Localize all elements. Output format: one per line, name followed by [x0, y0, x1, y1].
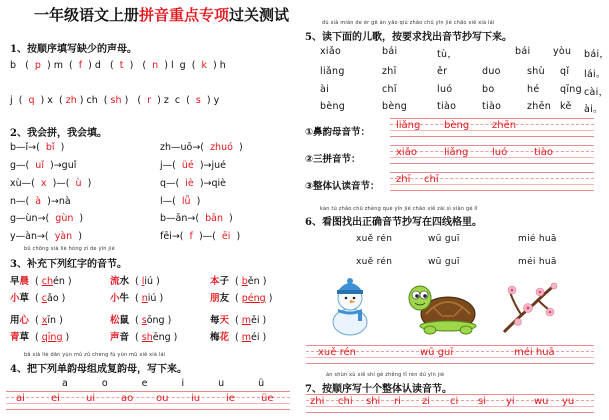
- s3-word-char: 鼠: [119, 315, 130, 326]
- s3-item: [110, 273, 160, 287]
- s3-answer-blank: ( cǎo ): [35, 293, 66, 304]
- s7-answer: yu: [562, 396, 575, 407]
- s5-poem-syllable: bái: [382, 46, 398, 57]
- section-3-heading: 3、补充下列红字的音节。: [10, 259, 127, 270]
- s3-item: [110, 312, 171, 326]
- s3-word-char: 子: [219, 276, 230, 287]
- section-6-heading: 6、看图找出正确音节抄写在四线格里。: [305, 217, 482, 228]
- s3-item: [10, 290, 65, 304]
- s5-poem-syllable: ài。: [584, 104, 603, 115]
- s6-answer: xuě rén: [318, 347, 356, 358]
- s3-answer: qīng: [41, 332, 63, 343]
- s5-answer: bèng: [444, 120, 470, 131]
- s4-answer: ou: [156, 393, 169, 404]
- s3-word-char: 青: [10, 332, 20, 343]
- s6-option: xuě rén: [356, 257, 393, 267]
- s7-answer: ci: [450, 396, 459, 407]
- s3-word-char: 用: [10, 315, 20, 326]
- s5-answer: xiǎo: [396, 147, 417, 158]
- s2-right-3: q—( iè )→qiè: [160, 178, 227, 189]
- s3-word-char: 牛: [119, 293, 130, 304]
- s3-item: [10, 273, 72, 287]
- section-5-heading: 5、读下面的儿歌，按要求找出音节抄写下来。: [305, 32, 512, 43]
- s3-word-char: 草: [19, 332, 30, 343]
- s5-task-3-label: ③整体认读音节：: [305, 181, 380, 192]
- s3-word-char: 心: [19, 315, 30, 326]
- s6-answer: méi huā: [514, 347, 555, 358]
- s4-answer: üe: [261, 393, 274, 404]
- page-title: 一年级语文上册拼音重点专项过关测试: [34, 6, 290, 24]
- s2-left-3: xù—( x )—( ù ): [10, 178, 92, 189]
- s3-answer: péng: [241, 293, 266, 304]
- s3-rest: ǎo: [47, 293, 59, 304]
- s3-item: [110, 329, 177, 343]
- s3-answer: b: [241, 276, 248, 287]
- s3-word-char: 朋: [210, 293, 220, 304]
- s4-four-line-grid: [6, 391, 290, 410]
- s3-answer-blank: ( niú ): [135, 293, 164, 304]
- s4-answer: ie: [226, 393, 235, 404]
- s3-word-char: 本: [210, 276, 220, 287]
- s4-answer: ei: [51, 393, 60, 404]
- s3-word-char: 每: [210, 315, 220, 326]
- s7-answer: zi: [422, 396, 431, 407]
- s5-task-1-label: ①鼻韵母音节：: [305, 127, 371, 138]
- section-7-heading: 7、按顺序写十个整体认读音节。: [305, 384, 452, 395]
- s5-answer: tiào: [534, 147, 553, 158]
- s7-answer: shi: [366, 396, 381, 407]
- s3-answer-blank: ( chén ): [35, 276, 72, 287]
- s6-pinyin-hint: kàn tú zhǎo chū zhèng què yīn jié chāo xiě zài sì xiàn gé lǐ: [320, 206, 478, 212]
- s4-answer: ao: [121, 393, 134, 404]
- s6-option: mié huā: [518, 234, 557, 244]
- s5-poem-syllable: ài: [320, 84, 330, 95]
- s5-answer: luó: [492, 147, 508, 158]
- s5-answer: liǎng: [396, 120, 421, 131]
- s3-answer-blank: ( liú ): [135, 276, 160, 287]
- s3-answer-blank: ( méi ): [235, 332, 267, 343]
- s3-answer: c: [41, 293, 47, 304]
- s5-poem-syllable: zhēn: [527, 101, 552, 112]
- section-1-heading: 1、按顺序填写缺少的声母。: [10, 44, 137, 55]
- s3-word-char: 天: [219, 315, 230, 326]
- s5-poem-syllable: hé: [527, 84, 540, 95]
- s2-left-4: n—( à )→nà: [10, 196, 71, 207]
- s2-right-4: l—( lǚ ): [160, 196, 201, 207]
- s5-poem-syllable: kě: [560, 101, 572, 112]
- s6-answer: wū guī: [420, 347, 454, 358]
- s3-item: [10, 312, 63, 326]
- s3-word-char: 声: [110, 332, 120, 343]
- s3-answer-blank: ( péng ): [235, 293, 273, 304]
- s3-item: [210, 273, 266, 287]
- s2-right-5: b—ān→( bān ): [160, 213, 233, 224]
- s2-left-6: y—àn→( yàn ): [10, 231, 82, 242]
- s5-poem-syllable: luó: [437, 84, 453, 95]
- s5-poem-syllable: bái: [515, 46, 531, 57]
- s3-answer-blank: ( měi ): [235, 315, 267, 326]
- s5-poem-syllable: tiào: [437, 101, 457, 112]
- s5-poem-syllable: bái，: [584, 49, 609, 60]
- s6-option: xuě rén: [356, 234, 393, 244]
- s4-pinyin-hint: bǎ xià liè dān yùn mǔ zǔ chéng fù yùn mǔ xiě xià lái: [24, 352, 166, 358]
- s3-item: [10, 329, 69, 343]
- s3-word-char: 晨: [19, 276, 30, 287]
- s5-poem-syllable: shù: [527, 66, 545, 77]
- s3-answer: sh: [141, 332, 153, 343]
- s7-answer: ri: [394, 396, 401, 407]
- s5-pinyin-hint: dú xià miàn de ér gē àn yāo qiú zhǎo chū yīn jié chāo xiě xià lái: [322, 20, 495, 26]
- s3-word-char: 早: [10, 276, 20, 287]
- section-2-heading: 2、我会拼，我会填。: [10, 128, 107, 139]
- s1-row-1: b ( p ) m ( f ) d ( t ) ( n ) l g ( k ) h: [10, 60, 226, 71]
- s4-answer: iu: [191, 393, 201, 404]
- s6-option: wū guī: [428, 257, 460, 267]
- s3-word-char: 小: [10, 293, 20, 304]
- s5-answer: liǎng: [444, 147, 469, 158]
- s3-rest: én: [53, 276, 65, 287]
- s5-poem-syllable: tù，: [437, 49, 458, 60]
- s5-poem-syllable: ěr: [437, 66, 448, 77]
- turtle-image: [404, 278, 482, 336]
- s2-left-5: g—ùn→( gùn ): [10, 213, 84, 224]
- s3-item: [210, 290, 272, 304]
- s4-answer: ui: [86, 393, 96, 404]
- s3-answer: n: [141, 293, 148, 304]
- s3-rest: iú: [147, 293, 157, 304]
- s4-answer: ai: [16, 393, 25, 404]
- s1-row-2: j ( q ) x ( zh ) ch ( sh ) ( r ) z c ( s ) y: [10, 95, 220, 106]
- s5-poem-syllable: duo: [482, 66, 501, 77]
- s3-answer: m: [241, 315, 252, 326]
- s3-rest: īn: [47, 315, 57, 326]
- s2-right-6: fēi→( f )—( ēi ): [160, 231, 241, 242]
- plum-blossom-image: [500, 278, 560, 336]
- s3-word-char: 小: [110, 293, 120, 304]
- s5-answer: zhī: [396, 174, 411, 185]
- s5-task-2-label: ②三拼音节：: [305, 154, 361, 165]
- s3-word-char: 水: [119, 276, 130, 287]
- s3-word-char: 音: [119, 332, 130, 343]
- s3-answer: ch: [41, 276, 54, 287]
- s3-answer-blank: ( sōng ): [135, 315, 172, 326]
- s3-word-char: 花: [219, 332, 230, 343]
- s3-answer: l: [141, 276, 145, 287]
- section-4-heading: 4、把下列单韵母组成复韵母，写下来。: [10, 364, 187, 375]
- s7-answer: si: [478, 396, 486, 407]
- s5-poem-syllable: tiào: [482, 101, 502, 112]
- s5-answer: zhēn: [492, 120, 517, 131]
- s5-poem-syllable: qīng: [560, 84, 582, 95]
- s2-left-2: g—( uǐ )→guǐ: [10, 160, 77, 171]
- s7-answer: yi: [506, 396, 515, 407]
- s3-item: [110, 290, 163, 304]
- s2-right-1: zh—uō→( zhuó ): [160, 142, 243, 153]
- s3-answer: x: [41, 315, 48, 326]
- s3-item: [210, 312, 266, 326]
- s5-poem-syllable: liǎng: [320, 66, 345, 77]
- s3-answer-blank: ( xīn ): [35, 315, 63, 326]
- s3-word-char: 梅: [210, 332, 220, 343]
- s3-answer-blank: ( běn ): [235, 276, 267, 287]
- s6-option: méi huā: [518, 257, 557, 267]
- s3-rest: éi: [251, 332, 260, 343]
- s5-poem-syllable: cài，: [584, 87, 609, 98]
- s3-pinyin-hint: bǔ chōng xià liè hóng zì de yīn jié: [24, 246, 115, 252]
- s5-poem-syllable: bèng: [320, 101, 346, 112]
- s2-left-1: b—ǐ→( bǐ ): [10, 142, 65, 153]
- s2-right-2: j—( üé )→jué: [160, 160, 226, 171]
- s3-word-char: 草: [19, 293, 30, 304]
- s3-answer: s: [141, 315, 147, 326]
- s3-word-char: 友: [219, 293, 230, 304]
- s5-task-3-grid: [390, 172, 594, 191]
- s7-pinyin-hint: àn shùn xù xiě shí gè zhěng tǐ rèn dú yīn jié: [326, 372, 445, 378]
- s7-answer: chi: [338, 396, 353, 407]
- s5-poem-syllable: qǐ: [560, 66, 570, 77]
- s3-answer: m: [241, 332, 252, 343]
- s5-answer: chī: [424, 174, 439, 185]
- s3-answer-blank: ( shēng ): [135, 332, 178, 343]
- s5-poem-syllable: chī: [382, 84, 397, 95]
- s7-answer: zhi: [310, 396, 325, 407]
- s3-answer-blank: ( qīng ): [35, 332, 70, 343]
- s3-rest: ōng: [146, 315, 165, 326]
- s5-poem-syllable: bèng: [382, 101, 408, 112]
- s3-item: [210, 329, 266, 343]
- s5-poem-syllable: lái。: [584, 69, 606, 80]
- s3-rest: ěi: [251, 315, 260, 326]
- s3-rest: ěn: [247, 276, 260, 287]
- s5-poem-syllable: yòu: [553, 46, 572, 57]
- s3-rest: iú: [144, 276, 154, 287]
- s3-word-char: 松: [110, 315, 120, 326]
- s3-word-char: 流: [110, 276, 120, 287]
- s5-poem-syllable: zhī: [382, 66, 397, 77]
- s3-rest: ēng: [152, 332, 171, 343]
- s4-vowels: a o e i u ü: [62, 378, 265, 389]
- s5-poem-syllable: xiǎo: [320, 46, 342, 57]
- s7-answer: wu: [534, 396, 549, 407]
- snowman-image: [322, 278, 378, 336]
- s5-poem-syllable: bo: [482, 84, 495, 95]
- s6-option: wū guī: [428, 234, 460, 244]
